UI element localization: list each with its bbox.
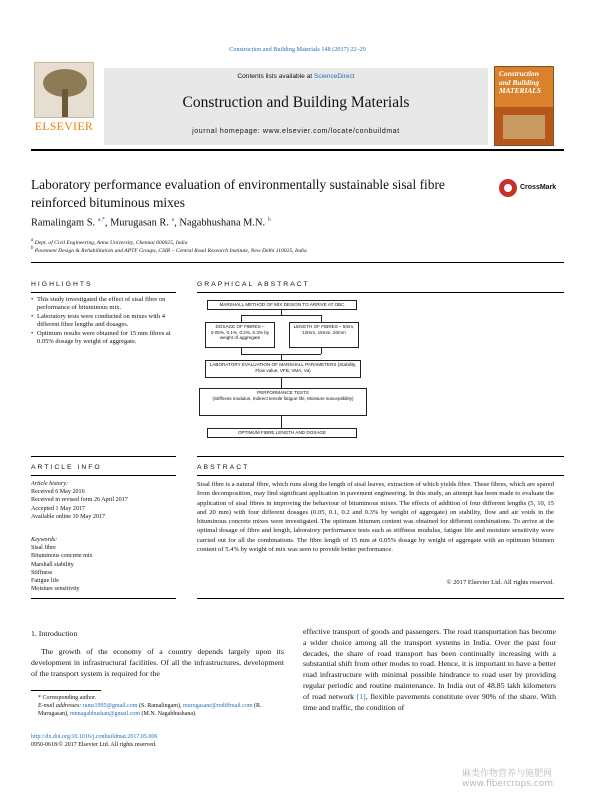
journal-reference[interactable]: Construction and Building Materials 148 (2017) 22–29 bbox=[229, 46, 366, 53]
flow-box-fibre-dosage: DOSAGE OF FIBRES – 0.05%, 0.1%, 0.2%, 0.3% by weight of aggregate bbox=[205, 322, 275, 348]
email-owner: (R. Murugasan), bbox=[38, 703, 262, 718]
keyword: Marshall stability bbox=[31, 561, 74, 568]
sciencedirect-link[interactable]: ScienceDirect bbox=[313, 73, 355, 80]
affiliation bbox=[31, 246, 531, 254]
history-item: Received in revised form 26 April 2017 bbox=[31, 497, 128, 504]
email-label: E-mail addresses: bbox=[38, 703, 82, 710]
journal-title: Construction and Building Materials bbox=[182, 94, 410, 111]
author-list: Ramalingam S. $^{a,*}$, Murugasan R. $^a$, Nagabhushana M.N. $^b$ bbox=[31, 217, 271, 229]
divider bbox=[31, 475, 176, 476]
author-affiliation-marker[interactable]: b bbox=[267, 217, 271, 223]
issn-line: 0950-0618/© 2017 Elsevier Ltd. All rights reserved. bbox=[31, 742, 157, 748]
article-title: Laboratory performance evaluation of environmentally sustainable sisal fibre reinforced bituminous mixes bbox=[31, 177, 445, 210]
affiliation-marker: a bbox=[31, 238, 34, 243]
divider bbox=[197, 475, 564, 476]
keywords bbox=[31, 536, 181, 593]
article-history bbox=[31, 480, 181, 521]
journal-cover-image bbox=[494, 66, 554, 146]
abstract-heading: ABSTRACT bbox=[197, 464, 250, 471]
section-heading-introduction: 1. Introduction bbox=[31, 629, 78, 638]
intro-text: , flexible pavements constitute over 90% of the share. With time and traffic, the condition of bbox=[303, 691, 556, 712]
journal-homepage bbox=[104, 128, 488, 135]
flow-box-optimum: OPTIMUM FIBRE LENGTH AND DOSAGE bbox=[207, 428, 357, 438]
affiliation bbox=[31, 238, 531, 246]
author-name: Ramalingam S. bbox=[31, 217, 96, 229]
flow-box-marshall-evaluation: LABORATORY EVALUATION OF MARSHALL PARAMETERS (Stability, Flow value, VFB, VMA, Va) bbox=[205, 360, 361, 378]
author-name: Murugasan R. bbox=[110, 217, 169, 229]
crossmark-badge[interactable] bbox=[499, 178, 559, 200]
keyword: Stiffness bbox=[31, 569, 53, 576]
performance-tests-title: PERFORMANCE TESTS bbox=[257, 390, 309, 395]
contents-prefix: Contents lists available at bbox=[237, 73, 314, 80]
header-divider bbox=[31, 149, 564, 151]
doi-link[interactable]: http://dx.doi.org/10.1016/j.conbuildmat.2017.05.006 bbox=[31, 734, 158, 740]
graphical-abstract-flowchart bbox=[197, 296, 564, 454]
affiliation-marker: b bbox=[31, 246, 34, 251]
history-item: Received 6 May 2016 bbox=[31, 489, 85, 496]
elsevier-wordmark: ELSEVIER bbox=[34, 121, 94, 133]
divider bbox=[31, 292, 176, 293]
keyword: Sisal fibre bbox=[31, 545, 56, 552]
intro-paragraph-right bbox=[303, 627, 556, 713]
graphical-abstract-heading: GRAPHICAL ABSTRACT bbox=[197, 281, 310, 288]
divider bbox=[197, 456, 564, 457]
crossmark-label: CrossMark bbox=[520, 184, 557, 191]
intro-text: effective transport of goods and passengers. The road transportation has become a wider choice among all the transport systems in India. Over the past four decades, the share of road transport has been continually increasing with a substantial shift from other modes to road. Hence, it is important to have a better road infrastructure with minimal possible hindrance to road user by providing regular periodic and routine maintenance. In India out of 48.85 lakh kilometers of road network bbox=[303, 627, 556, 701]
footnote-divider bbox=[31, 690, 101, 691]
divider bbox=[31, 456, 176, 457]
affiliation-text: Dept. of Civil Engineering, Anna University, Chennai 600025, India bbox=[34, 239, 188, 246]
keyword: Fatigue life bbox=[31, 578, 59, 585]
elsevier-logo bbox=[31, 62, 97, 140]
highlight-item: • This study investigated the effect of sisal fibre on performance of bituminous mix. bbox=[31, 296, 171, 313]
elsevier-tree-icon bbox=[34, 62, 94, 118]
keyword: Moisture sensitivity bbox=[31, 586, 80, 593]
corresponding-author-note: * Corresponding author. bbox=[38, 695, 97, 701]
email-link[interactable]: rams1995@gmail.com bbox=[82, 703, 138, 710]
homepage-prefix: journal homepage: bbox=[192, 128, 263, 135]
affiliation-text: Pavement Design & Rehabilitation and APTF Groups, CSIR – Central Road Research Institute, New Delhi 110025, India bbox=[34, 247, 307, 254]
affiliation-divider bbox=[31, 262, 564, 263]
divider bbox=[31, 598, 176, 599]
highlight-item: • Laboratory tests were conducted on mixes with 4 different fibre lengths and dosages. bbox=[31, 313, 171, 330]
citation-link[interactable]: [1] bbox=[356, 691, 366, 701]
article-history-label: Article history: bbox=[31, 481, 69, 487]
performance-tests-list: (Stiffness modulus, Indirect tensile fatigue life, Moisture susceptibility) bbox=[212, 395, 354, 401]
homepage-link[interactable]: www.elsevier.com/locate/conbuildmat bbox=[262, 128, 400, 135]
keywords-label: Keywords: bbox=[31, 537, 58, 543]
cover-title: Construction and Building MATERIALS bbox=[499, 69, 541, 96]
watermark: 麻类作物营养与施肥网 www.fibercrops.com bbox=[462, 769, 553, 789]
abstract-copyright: © 2017 Elsevier Ltd. All rights reserved. bbox=[446, 579, 554, 586]
email-owner: (S. Ramalingam), bbox=[138, 703, 182, 710]
highlights-heading: HIGHLIGHTS bbox=[31, 281, 93, 288]
article-info-heading: ARTICLE INFO bbox=[31, 464, 102, 471]
keyword: Bituminous concrete mix bbox=[31, 553, 93, 560]
abstract-text: Sisal fibre is a natural fibre, which runs along the length of sisal leaves, extraction of which yields fibre. These fibres, which are spared from decomposition, may find significant application in pavement engineering. In this study, an attempt has been made to evaluate the application of sisal fibres in improving the behaviour of bituminous mixes. The effects of addition of four different lengths (5, 10, 15 and 20 mm) with four different dosages (0.05, 0.1, 0.2 and 0.3% by weight of aggregate) on stability, flow and air voids in the bituminous concrete mixes were investigated. The optimum bitumen content was obtained for different combinations. To arrive at the optimal dosage of fibre and length, laboratory performance tests such as stiffness modulus, fatigue life and moisture sensitivity were carried out for all the combinations. The fibre length of 15 mm at 0.05% dosage by weight of aggregate with an optimum bitumen content of 5.4% by weight of mix was seen to provide better performance. bbox=[197, 481, 554, 554]
intro-paragraph-left: The growth of the economy of a country depends largely upon its development in infrastructural facilities. Of all the infrastructures, development of the transport system is required for the bbox=[31, 647, 284, 678]
email-owner: (M.N. Nagabhushana). bbox=[141, 711, 197, 718]
author-affiliation-marker[interactable]: a,* bbox=[97, 217, 105, 223]
flow-box-mix-design: MARSHALL METHOD OF MIX DESIGN TO ARRIVE AT OBC bbox=[207, 300, 357, 310]
highlights-list bbox=[31, 296, 171, 346]
footnotes bbox=[31, 694, 284, 719]
email-link[interactable]: murugasanr@rediffmail.com bbox=[182, 703, 253, 710]
flow-box-performance-tests bbox=[199, 388, 367, 416]
email-link[interactable]: mnnagabhushan@gmail.com bbox=[70, 711, 141, 718]
divider bbox=[197, 292, 564, 293]
divider bbox=[197, 598, 564, 599]
history-item: Available online 10 May 2017 bbox=[31, 513, 106, 520]
highlight-item: • Optimum results were obtained for 15 mm fibres at 0.05% dosage by weight of aggregate. bbox=[31, 330, 171, 347]
author-name: Nagabhushana M.N. bbox=[179, 217, 266, 229]
author-affiliation-marker[interactable]: a bbox=[171, 217, 175, 223]
history-item: Accepted 1 May 2017 bbox=[31, 505, 85, 512]
flow-box-fibre-length: LENGTH OF FIBRES – 5mm, 10mm, 15mm, 20mm bbox=[289, 322, 359, 348]
contents-line bbox=[104, 73, 488, 80]
doi-block bbox=[31, 733, 284, 749]
